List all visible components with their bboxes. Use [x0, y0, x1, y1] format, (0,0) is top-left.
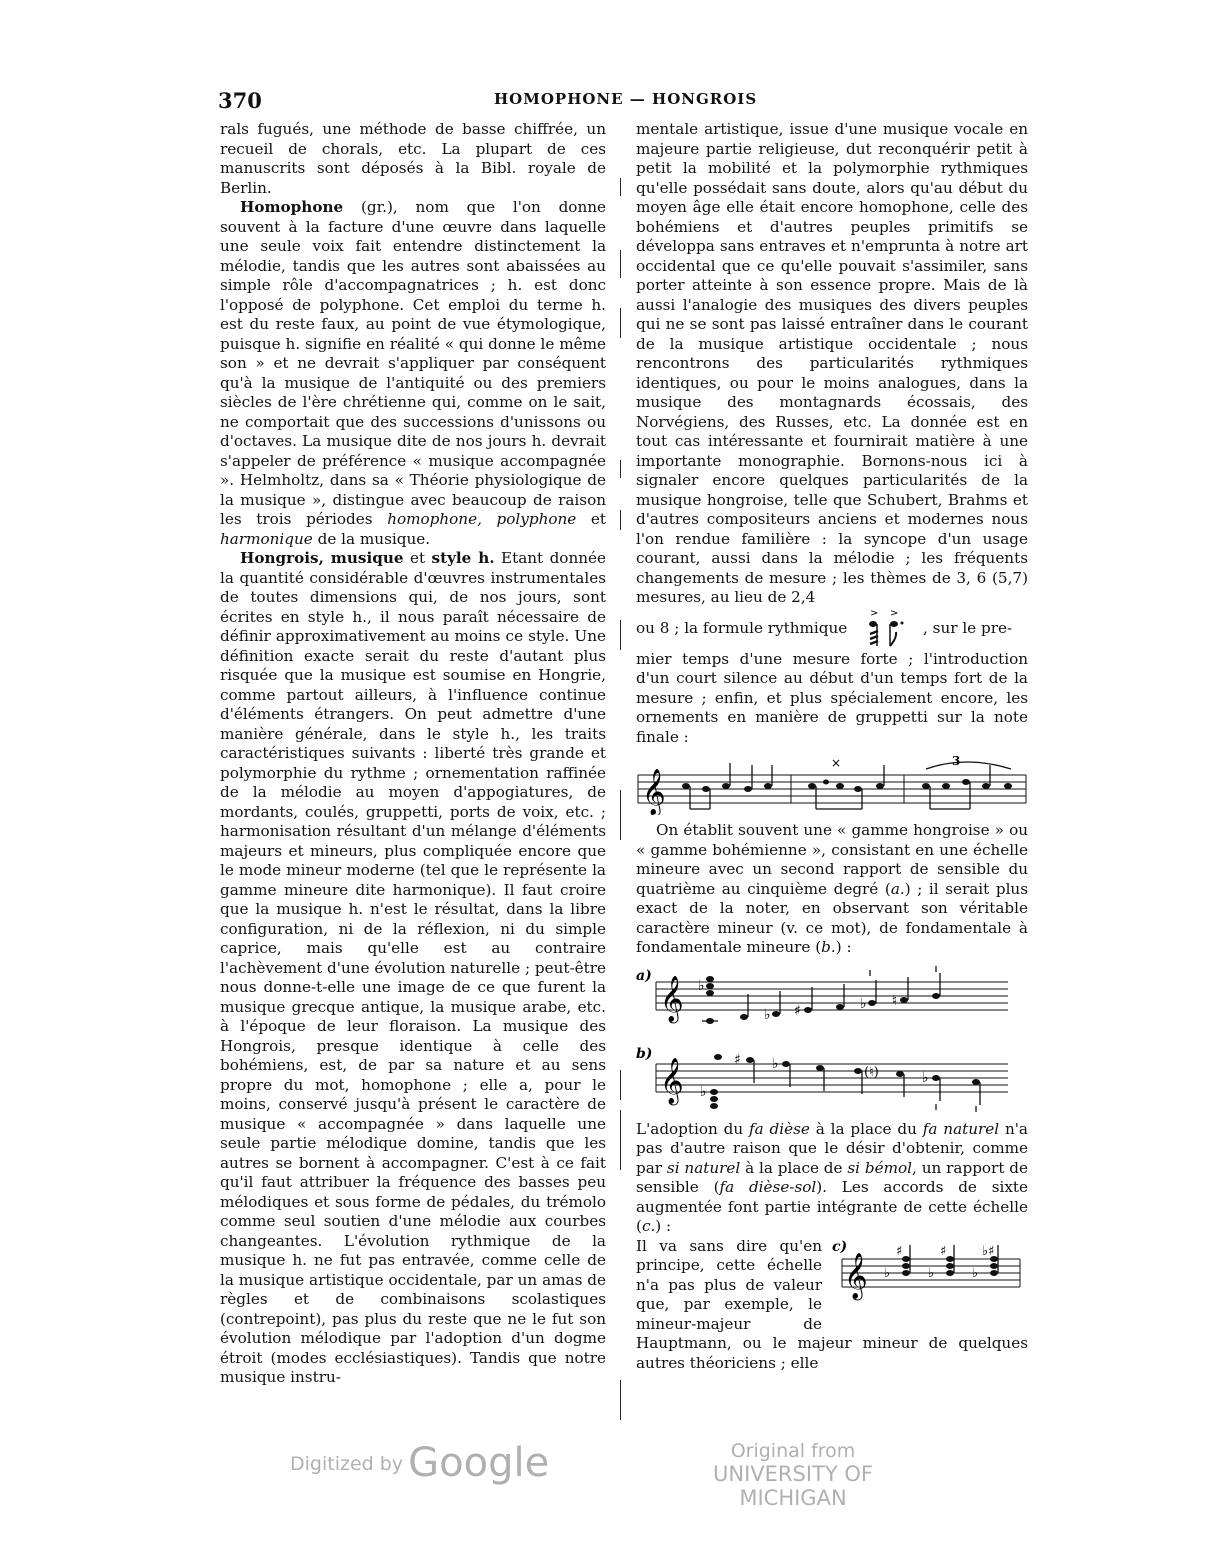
column-rule [620, 1380, 621, 1420]
column-rule [620, 620, 621, 650]
left-column [220, 120, 606, 1388]
svg-text:♯: ♯ [734, 1051, 741, 1068]
svg-text:♭: ♭ [700, 1083, 707, 1100]
entry-hongrois: Hongrois, musique et style h. Etant donnée la quantité considérable d'œuvres instrumentales de toutes dimensions qui, de nos jours, sont écrites en style h., il nous paraît nécessaire de définir approximativement au moins ce style. Une définition exacte serait du reste d'autant plus risquée que la musique est soumise en Hongrie, comme partout ailleurs, à l'influence continue d'éléments étrangers. On peut admettre d'une manière générale, dans le style h., les traits caractéristiques suivants : liberté très grande et polymorphie du rythme ; ornementation raffinée de la mélodie au moyen d'appogiatures, de mordants, coulés, gruppetti, ports de voix, etc. ; harmonisation résultant d'un mélange d'éléments majeurs et mineurs, plus compliquée encore que le mode mineur moderne (tel que le représente la gamme mineure dite harmonique). Il faut croire que la musique h. n'est le résultat, dans la libre configuration, ni de la réflexion, ni du simple caprice, mais qu'elle est au contraire l'achèvement d'une évolution naturelle ; peut-être nous donne-t-elle une image de ce que furent la musique grecque antique, la musique arabe, etc. à l'époque de leur floraison. La musique des Hongrois, presque identique à celle des bohémiens, est, de par sa nature et au sens propre du mot, homophone ; elle a, pour le moins, conservé jusqu'à présent le caractère de musique « accompagnée » dans laquelle une seule partie mélodique domine, tandis que les autres se bornent à accompagner. C'est à ce fait qu'il faut attribuer la fréquence des basses peu mélodiques et sous forme de pédales, du trémolo comme seul soutien d'une mélodie aux courbes changeantes. L'évolution rythmique de la musique h. ne fut pas entravée, comme celle de la musique artistique occidentale, par un amas de règles et de combinaisons scolastiques (contrepoint), pas plus du reste que ne le fut son évolution mélodique par l'adoption d'un dogme étroit (modes ecclésiastiques). Tandis que notre musique instru- [220, 549, 606, 1386]
svg-text:♭: ♭ [772, 1055, 779, 1072]
svg-text:♭: ♭ [698, 977, 705, 994]
google-logo: Google [408, 1440, 550, 1486]
page-header [218, 88, 1030, 114]
paragraph-gamme: On établit souvent une « gamme hongroise » ou « gamme bohémienne », consistant en une échelle mineure avec un second rapport de sensible du quatrième au cinquième degré (a.) ; il serait plus exact de la noter, en observant son véritable caractère mineur (v. ce mot), de fondamentale à fondamentale mineure (b.) : [636, 821, 1028, 956]
scale-b-staff [636, 1042, 1028, 1114]
svg-text:♭: ♭ [860, 995, 867, 1012]
music-example-scale-b [636, 1042, 1028, 1114]
svg-text:♯: ♯ [896, 1243, 903, 1259]
svg-text:♮: ♮ [892, 992, 898, 1009]
svg-text:𝄞: 𝄞 [844, 1252, 868, 1299]
column-rule [620, 790, 621, 840]
svg-text:♭: ♭ [884, 1265, 891, 1281]
column-rule [620, 460, 621, 478]
google-watermark: Digitized by Google [290, 1440, 550, 1486]
entry-homophone: Homophone (gr.), nom que l'on donne souvent à la facture d'une œuvre dans laquelle une seule voix fait entendre distinctement la mélodie, tandis que les autres sont abaissées au simple rôle d'accompagnatrices ; h. est donc l'opposé de polyphone. Cet emploi du terme h. est du reste faux, au point de vue étymologique, puisque h. signifie en réalité « qui donne le même son » et ne devrait s'appliquer par conséquent qu'à la musique de l'antiquité ou des premiers siècles de l'ère chrétienne qui, comme on le sait, ne comportait que des successions d'unissons ou d'octaves. La musique dite de nos jours h. devrait s'appeler de préférence « musique accompagnée ». Helmholtz, dans sa « Théorie physiologique de la musique », distingue avec beaucoup de raison les trois périodes homophone, polyphone et harmonique de la musique. [220, 198, 606, 548]
svg-text:>: > [890, 607, 899, 619]
paragraph-adoption: L'adoption du fa dièse à la place du fa naturel n'a pas d'autre raison que le désir d'obtenir, comme par si naturel à la place de si bémol, un rapport de sensible (fa dièse-sol). Les accords de sixte augmentée font partie intégrante de cette échelle (c.) : [636, 1119, 1029, 1235]
column-rule [620, 1110, 621, 1170]
music-example-scale-a [636, 964, 1028, 1036]
svg-text:𝄞: 𝄞 [642, 769, 666, 815]
svg-text:>: > [870, 607, 879, 619]
svg-text:(♮): (♮) [864, 1064, 879, 1080]
origin-watermark: Original from UNIVERSITY OF MICHIGAN [713, 1440, 873, 1510]
paragraph-continuation: rals fugués, une méthode de basse chiffrée, un recueil de chorals, etc. La plupart de ces manuscrits sont déposés à la Bibl. royale de Berlin. [220, 120, 606, 197]
svg-text:𝄞: 𝄞 [660, 975, 684, 1022]
chords-c-staff [828, 1237, 1024, 1311]
svg-text:♭: ♭ [928, 1265, 935, 1281]
mordent-mark: × [831, 756, 842, 770]
column-rule [620, 1070, 621, 1100]
rhythm-formula-line: ou 8 ; la formule rythmique > > , sur le pre- [636, 608, 1028, 650]
gruppetti-staff [636, 753, 1028, 815]
page-number: 370 [218, 88, 262, 113]
svg-text:♭: ♭ [972, 1265, 979, 1281]
svg-text:c): c) [832, 1238, 848, 1255]
running-head: HOMOPHONE — HONGROIS [494, 90, 758, 108]
music-example-chords-c [828, 1237, 1024, 1317]
svg-text:♭: ♭ [922, 1069, 929, 1086]
scale-a-staff [636, 964, 1028, 1036]
headword-hongrois: Hongrois, musique [240, 549, 404, 567]
svg-text:♯: ♯ [940, 1243, 947, 1259]
triplet-mark: 3 [952, 754, 961, 768]
music-example-gruppetti [636, 753, 1028, 815]
svg-text:𝄞: 𝄞 [660, 1057, 684, 1104]
paragraph-continuation: mentale artistique, issue d'une musique vocale en majeure partie religieuse, dut reconquérir petit à petit la mobilité et la polymorphie rythmiques qu'elle possédait sans doute, alors qu'au début du moyen âge elle était encore homophone, celle des bohémiens et d'autres peuples primitifs se développa sans entraves et n'emprunta à notre art occidental que ce qu'elle pouvait s'assimiler, sans porter atteinte à son essence propre. Mais de là aussi l'analogie des musiques des divers peuples qui ne se sont pas laissé entraîner dans le courant de la musique artistique occidentale ; nous rencontrons des particularités rythmiques identiques, ou pour le moins analogues, dans la musique des montagnards écossais, des Norvégiens, des Russes, etc. La donnée est en tout cas intéressante et fournirait matière à une importante monographie. Bornons-nous ici à signaler encore quelques particularités de la musique hongroise, telle que Schubert, Brahms et d'autres compositeurs anciens et modernes nous l'on rendue familière : la syncope d'un usage courant, aussi dans la mélodie ; les fréquents changements de mesure ; les thèmes de 3, 6 (5,7) mesures, au lieu de 2,4 [636, 120, 1028, 606]
svg-text:b): b) [636, 1045, 653, 1062]
headword-homophone: Homophone [240, 198, 344, 216]
right-column [636, 120, 1028, 1373]
svg-text:♭♯: ♭♯ [982, 1243, 995, 1259]
paragraph: mier temps d'une mesure forte ; l'introduction d'un court silence au début d'un temps fort de la mesure ; enfin, et plus spécialement encore, les ornements en manière de gruppetti sur la note finale : [636, 649, 1028, 746]
column-rule [620, 308, 621, 338]
svg-text:♯: ♯ [794, 1002, 801, 1019]
svg-text:♭: ♭ [764, 1006, 771, 1023]
rhythm-formula-notation [864, 608, 918, 650]
column-rule [620, 510, 621, 530]
svg-text:a): a) [636, 967, 652, 984]
paragraph-principe: Il va sans dire qu'en principe, cette échelle n'a pas plus de valeur que, par exemple, le mineur-majeur de Hauptmann, ou le majeur mineur de quelques autres théoriciens ; elle [636, 1236, 1028, 1372]
column-rule [620, 250, 621, 278]
column-rule-top [620, 178, 621, 196]
page-footer [0, 1440, 1207, 1510]
